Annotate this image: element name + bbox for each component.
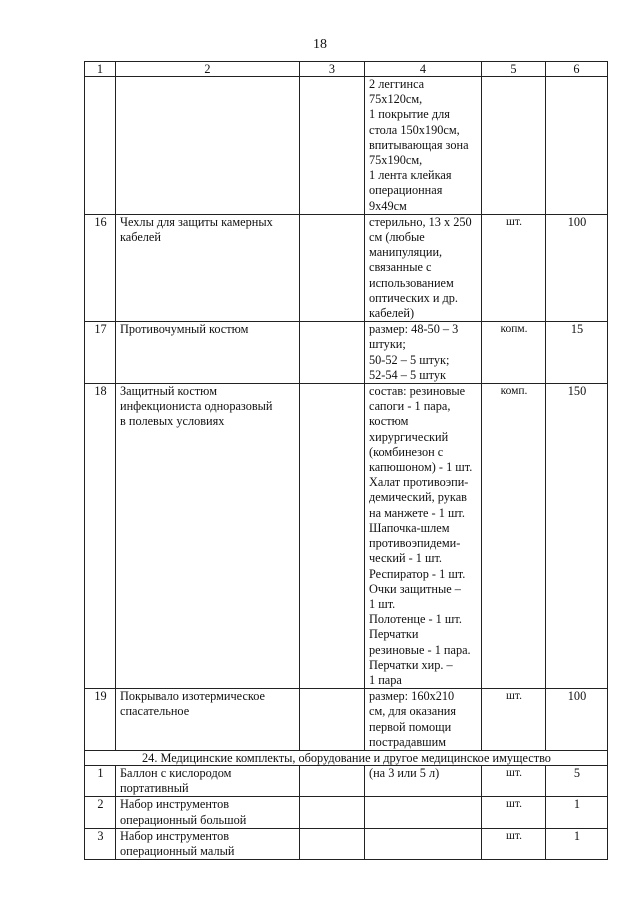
item-unit: шт. [482,828,546,859]
item-quantity: 150 [546,384,608,689]
column-number: 3 [300,62,365,77]
item-name-line: операционный малый [120,843,235,858]
item-quantity: 15 [546,322,608,384]
item-description-line: кабелей) [369,306,415,321]
item-unit: шт. [482,214,546,321]
item-name [116,828,300,859]
item-col3 [300,765,365,796]
item-number: 19 [85,689,116,751]
item-description-line: Перчатки [369,627,419,642]
item-number: 17 [85,322,116,384]
item-description-line: оптических и др. [369,290,459,305]
column-number: 2 [116,62,300,77]
item-description-line: использованием [369,275,454,290]
table-row [85,797,608,828]
item-col3 [300,77,365,215]
item-name-line: инфекциониста одноразовый [120,399,273,414]
item-description [365,689,482,751]
item-description-line: пострадавшим [369,734,446,749]
item-unit [482,77,546,215]
item-col3 [300,384,365,689]
item-description-line: связанные с [369,260,432,275]
item-name-line: Набор инструментов [120,797,230,812]
column-number: 4 [365,62,482,77]
table-row [85,689,608,751]
item-number: 3 [85,828,116,859]
item-description-line: стерильно, 13 х 250 [369,214,472,229]
item-description-line: резиновые - 1 пара. [369,642,471,657]
item-unit: шт. [482,797,546,828]
column-number: 1 [85,62,116,77]
item-description-line: размер: 160х210 [369,689,455,704]
item-description-line: операционная [369,183,443,198]
item-description-line: хирургический [369,429,449,444]
section-title: 24. Медицинские комплекты, оборудование и другое медицинское имущество [85,750,608,765]
item-name [116,214,300,321]
item-description-line: противоэпидеми- [369,536,461,551]
item-description-line: см (любые [369,230,425,245]
item-unit: копм. [482,322,546,384]
item-description-line: на манжете - 1 шт. [369,505,465,520]
table-body [85,62,608,860]
item-description-line: штуки; [369,337,406,352]
item-description-line: 1 шт. [369,596,396,611]
item-description-line: Полотенце - 1 шт. [369,612,462,627]
item-description-line: размер: 48-50 – 3 [369,322,459,337]
table-row [85,765,608,796]
item-description-line: Халат противоэпи- [369,475,469,490]
item-quantity [546,77,608,215]
page-number: 18 [313,37,327,52]
column-number-row [85,62,608,77]
item-col3 [300,828,365,859]
item-name [116,765,300,796]
item-description [365,828,482,859]
item-description [365,322,482,384]
item-name-line: Набор инструментов [120,828,230,843]
item-unit: шт. [482,765,546,796]
item-name-line: Покрывало изотермическое [120,689,266,704]
item-quantity: 1 [546,828,608,859]
table-row [85,77,608,215]
item-description-line: 9х49см [369,198,407,213]
item-description-line: 75х190см, [369,153,423,168]
item-description [365,77,482,215]
section-row [85,750,608,765]
table-row [85,322,608,384]
item-description-line: см, для оказания [369,704,457,719]
table-row [85,384,608,689]
item-description-line: (комбинезон с [369,444,444,459]
item-description-line: 2 леггинса [369,77,425,91]
item-name-line: Чехлы для защиты камерных [120,214,273,229]
item-name-line: операционный большой [120,812,247,827]
item-description [365,384,482,689]
item-quantity: 100 [546,689,608,751]
item-description-line: Респиратор - 1 шт. [369,566,466,581]
item-description-line: (на 3 или 5 л) [369,765,440,780]
column-number: 6 [546,62,608,77]
item-name-line: Защитный костюм [120,384,217,399]
item-description-line: 50-52 – 5 штук; [369,352,450,367]
equipment-table [84,61,608,860]
item-description-line: сапоги - 1 пара, [369,399,451,414]
item-number: 18 [85,384,116,689]
column-number: 5 [482,62,546,77]
table-row [85,828,608,859]
item-number [85,77,116,215]
item-name [116,384,300,689]
item-description-line: манипуляции, [369,245,443,260]
item-description [365,797,482,828]
item-description-line: Очки защитные – [369,581,461,596]
item-unit: комп. [482,384,546,689]
item-description-line: 75х120см, [369,92,423,107]
item-name-line: портативный [120,781,189,796]
item-name [116,77,300,215]
item-col3 [300,797,365,828]
item-col3 [300,689,365,751]
item-name [116,797,300,828]
item-description-line: первой помощи [369,719,452,734]
item-name-line: спасательное [120,704,190,719]
item-description-line: состав: резиновые [369,384,466,399]
item-name-line: кабелей [120,230,161,245]
item-description-line: 1 покрытие для [369,107,450,122]
item-description [365,214,482,321]
item-number: 16 [85,214,116,321]
item-name [116,322,300,384]
item-number: 1 [85,765,116,796]
item-description-line: 1 пара [369,672,402,687]
item-description [365,765,482,796]
item-description-line: впитывающая зона [369,137,469,152]
item-description-line: ческий - 1 шт. [369,551,443,566]
item-col3 [300,322,365,384]
item-description-line: стола 150х190см, [369,122,460,137]
item-description-line: демический, рукав [369,490,467,505]
item-col3 [300,214,365,321]
item-quantity: 5 [546,765,608,796]
item-name-line: Противочумный костюм [120,322,249,337]
item-name [116,689,300,751]
item-name-line: в полевых условиях [120,414,225,429]
item-number: 2 [85,797,116,828]
item-quantity: 100 [546,214,608,321]
item-name-line: Баллон с кислородом [120,765,232,780]
item-description-line: капюшоном) - 1 шт. [369,460,473,475]
item-description-line: костюм [369,414,409,429]
item-unit: шт. [482,689,546,751]
table-row [85,214,608,321]
item-description-line: 1 лента клейкая [369,168,452,183]
item-description-line: Перчатки хир. – [369,657,453,672]
item-description-line: 52-54 – 5 штук [369,367,447,382]
item-description-line: Шапочка-шлем [369,520,450,535]
item-quantity: 1 [546,797,608,828]
